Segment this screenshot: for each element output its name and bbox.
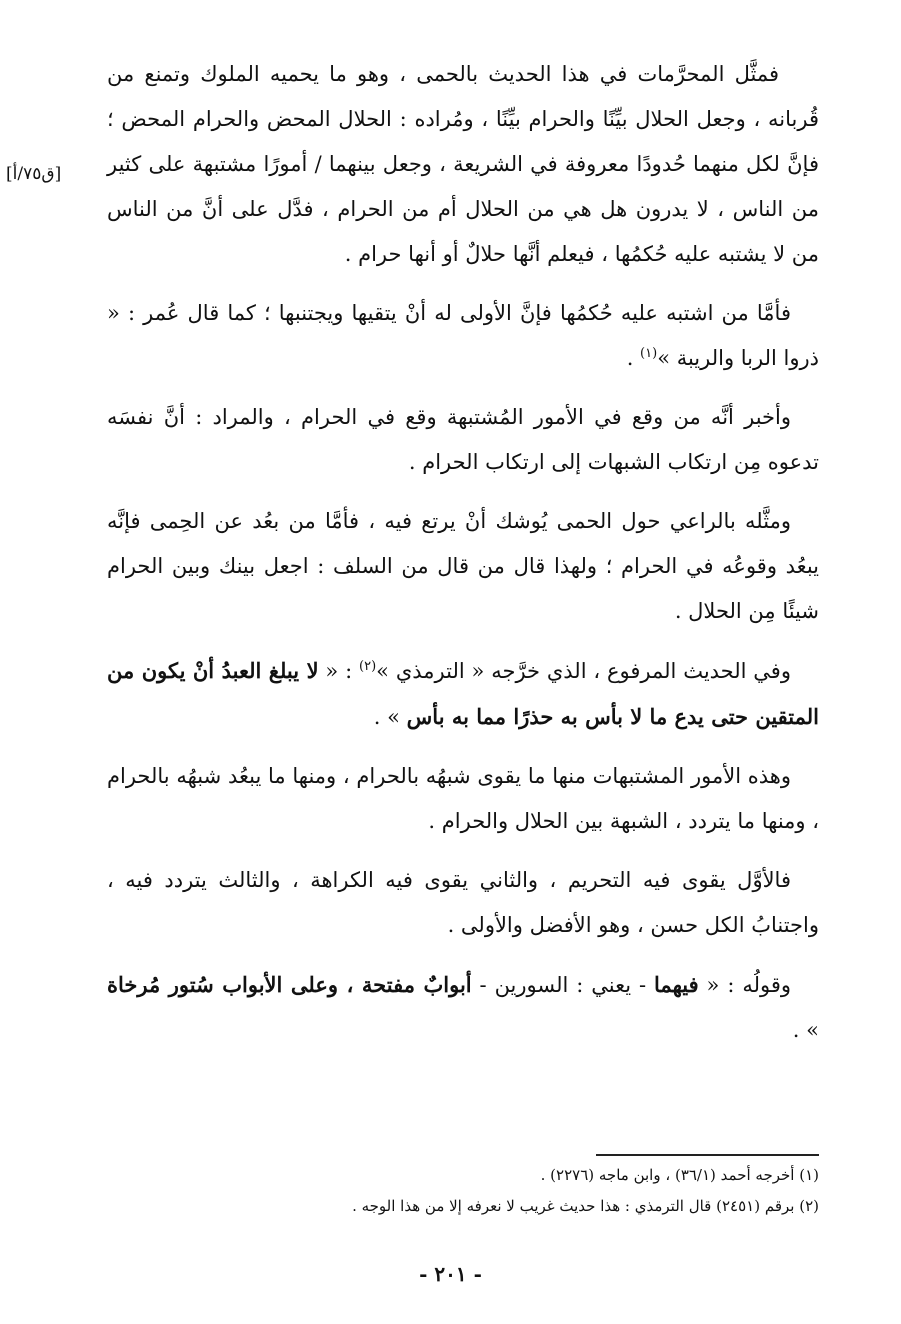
page-number: - ٢٠١ - xyxy=(419,1262,482,1286)
paragraph-3: وأخبر أنَّه من وقع في الأمور المُشتبهة وقع في الحرام ، والمراد : أنَّ نفسَه تدعوه مِن ارتكاب الشبهات إلى ارتكاب الحرام . xyxy=(107,405,819,474)
footnote-ref-2[interactable]: (٢) xyxy=(359,659,377,674)
paragraph-8-gloss: - يعني : السورين - xyxy=(471,973,655,997)
footnote-separator xyxy=(596,1154,819,1156)
paragraph-2-end: . xyxy=(626,346,641,370)
paragraph-8 xyxy=(107,962,819,1053)
hadith-quote: لا يبلغ العبدُ أنْ يكون من المتقين حتى يدع ما لا بأس به حذرًا مما به بأس xyxy=(107,658,819,729)
footnotes xyxy=(107,1160,819,1222)
paragraph-8-end: » . xyxy=(792,1018,819,1042)
paragraph-5-intro: وفي الحديث المرفوع ، الذي خرَّجه « الترمذي » xyxy=(376,659,791,683)
hadith-phrase: أبوابٌ مفتحة ، وعلى الأبواب سُتور مُرخاة xyxy=(107,972,472,997)
footnote-1: (١) أخرجه أحمد (٣٦/١) ، وابن ماجه (٢٢٧٦) . xyxy=(540,1166,819,1184)
paragraph-7: فالأوَّل يقوى فيه التحريم ، والثاني يقوى فيه الكراهة ، والثالث يتردد فيه ، واجتنابُ الكل حسن ، وهو الأفضل والأولى . xyxy=(107,868,819,937)
manuscript-folio-marker: [ق٧٥/أ] xyxy=(6,164,62,184)
paragraph-5 xyxy=(107,648,819,740)
paragraph-5-colon: : « xyxy=(318,659,359,683)
body-text xyxy=(107,52,819,1067)
paragraph-8-intro: وقولُه : « xyxy=(698,973,792,997)
paragraph-2-text: فأمَّا من اشتبه عليه حُكمُها فإنَّ الأولى له أنْ يتقيها ويجتنبها ؛ كما قال عُمر : « ذروا الربا والريبة » xyxy=(107,301,819,370)
footnote-ref-1[interactable]: (١) xyxy=(640,346,658,361)
hadith-word: فيهما xyxy=(654,972,699,997)
paragraph-6: وهذه الأمور المشتبهات منها ما يقوى شبهُه بالحرام ، ومنها ما يبعُد شبهُه بالحرام ، ومنها ما يتردد ، الشبهة بين الحلال والحرام . xyxy=(107,764,819,833)
footnote-2: (٢) برقم (٢٤٥١) قال الترمذي : هذا حديث غريب لا نعرفه إلا من هذا الوجه . xyxy=(352,1197,819,1215)
paragraph-1: فمثَّل المحرَّمات في هذا الحديث بالحمى ، وهو ما يحميه الملوك وتمنع من قُربانه ، وجعل الحلال بيِّنًا والحرام بيِّنًا ، ومُراده : الحلال المحض والحرام المحض ؛ فإنَّ لكل منهما حُدودًا معروفة في الشريعة ، وجعل بينهما / أمورًا مشتبهة على كثير من الناس ، لا يدرون هل هي من الحلال أم من الحرام ، فدَّل على أنَّ من الناس من لا يشتبه عليه حُكمُها ، فيعلم أنَّها حلالٌ أو أنها حرام . xyxy=(107,62,819,266)
paragraph-5-end: » . xyxy=(373,705,407,729)
paragraph-2 xyxy=(107,291,819,381)
paragraph-4: ومثَّله بالراعي حول الحمى يُوشك أنْ يرتع فيه ، فأمَّا من بعُد عن الحِمى فإنَّه يبعُد وقوعُه في الحرام ؛ ولهذا قال من قال من السلف : اجعل بينك وبين الحرام شيئًا مِن الحلال . xyxy=(107,509,819,623)
